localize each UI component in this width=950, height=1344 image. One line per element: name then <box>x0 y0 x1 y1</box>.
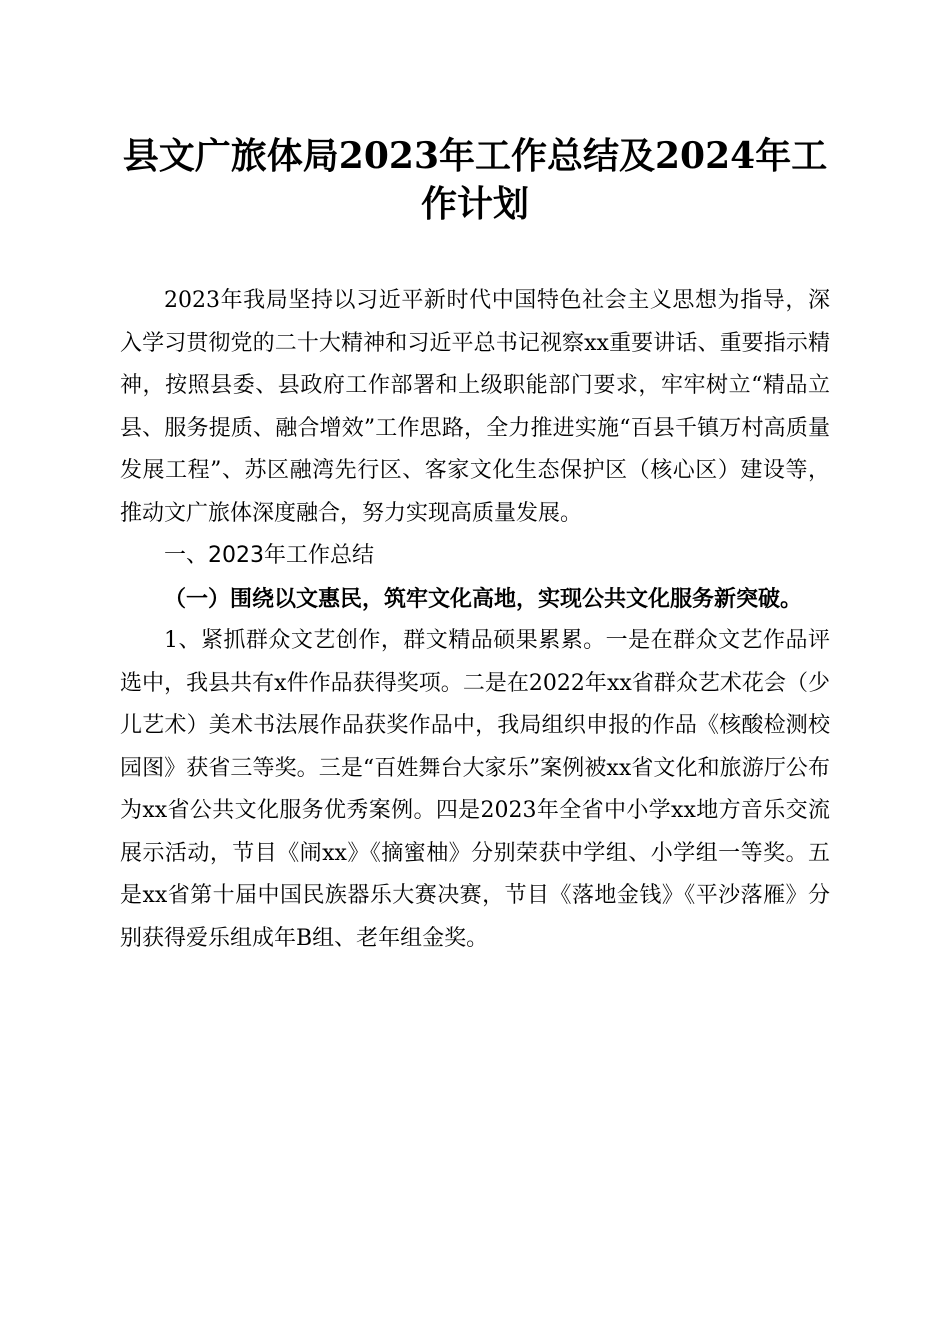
item-paragraph: 1、紧抓群众文艺创作，群文精品硕果累累。一是在群众文艺作品评选中，我县共有x件作品获得奖项。二是在2022年xx省群众艺术花会（少儿艺术）美术书法展作品获奖作品中，我局组织申报的作品《核酸检测校园图》获省三等奖。三是“百姓舞台大家乐”案例被xx省文化和旅游厅公布为xx省公共文化服务优秀案例。四是2023年全省中小学xx地方音乐交流展示活动，节目《闹xx》《摘蜜柚》分别荣获中学组、小学组一等奖。五是xx省第十届中国民族器乐大赛决赛，节目《落地金钱》《平沙落雁》分别获得爱乐组成年B组、老年组金奖。 <box>120 628 830 951</box>
intro-paragraph: 2023年我局坚持以习近平新时代中国特色社会主义思想为指导，深入学习贯彻党的二十大精神和习近平总书记视察xx重要讲话、重要指示精神，按照县委、县政府工作部署和上级职能部门要求，牢牢树立“精品立县、服务提质、融合增效”工作思路，全力推进实施“百县千镇万村高质量发展工程”、苏区融湾先行区、客家文化生态保护区（核心区）建设等，推动文广旅体深度融合，努力实现高质量发展。 <box>120 288 830 526</box>
document-body <box>120 280 830 960</box>
subsection-heading: （一）围绕以文惠民，筑牢文化高地，实现公共文化服务新突破。 <box>164 585 803 612</box>
document-title: 县文广旅体局2023年工作总结及2024年工作计划 <box>122 135 828 225</box>
section-heading: 一、2023年工作总结 <box>164 543 374 568</box>
